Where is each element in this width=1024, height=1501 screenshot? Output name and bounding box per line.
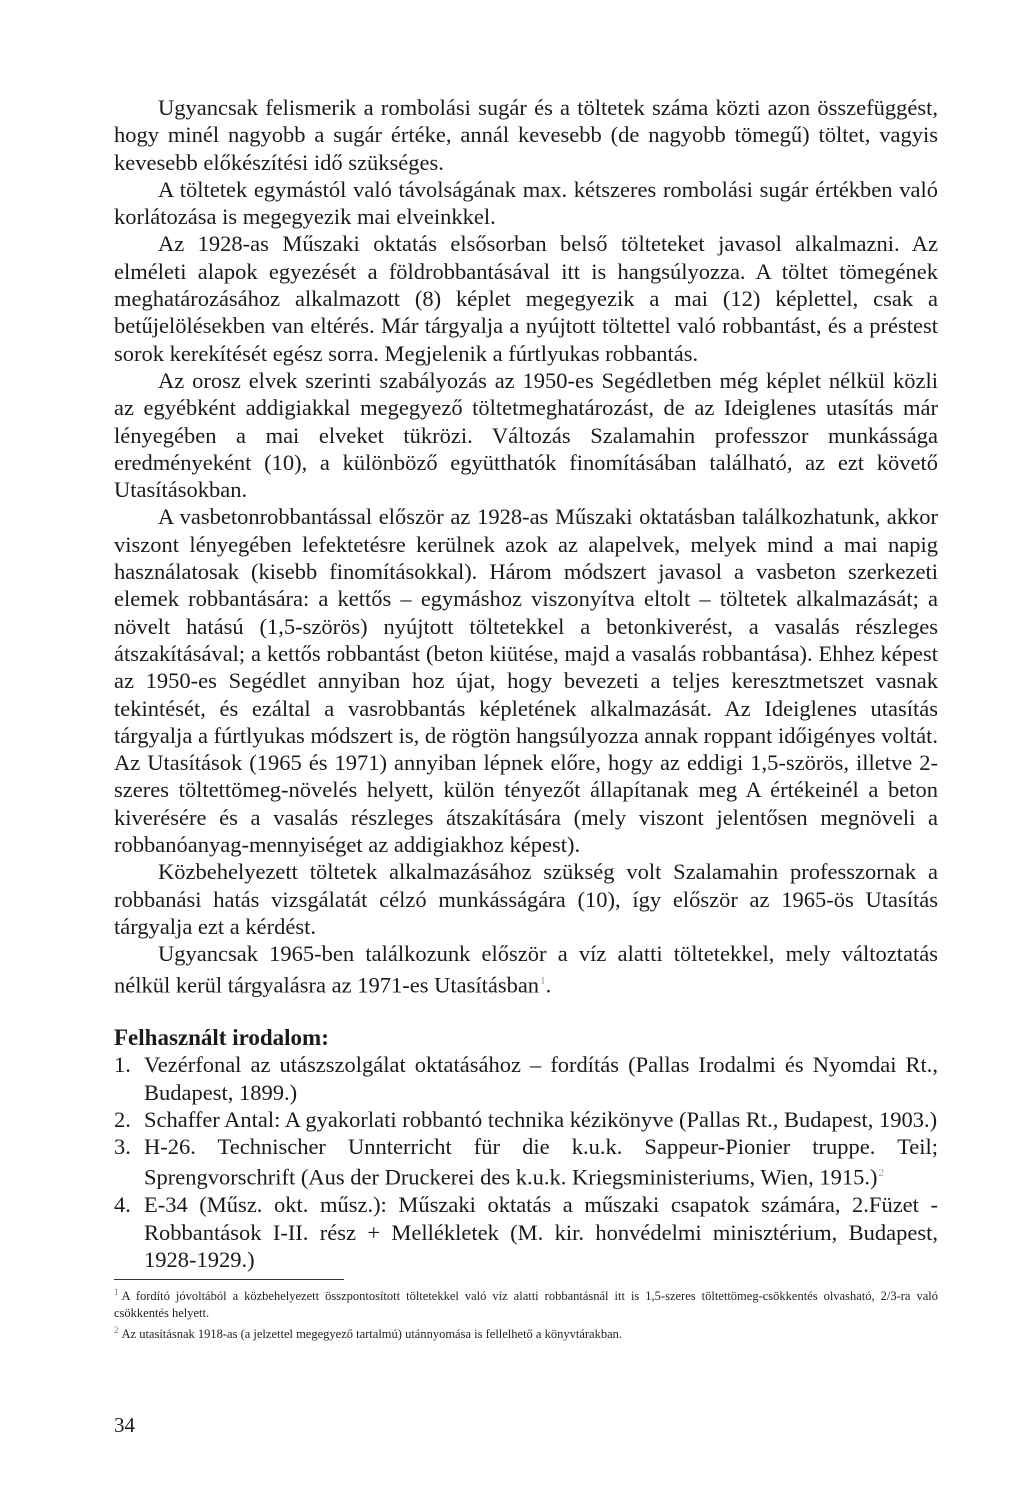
- body-paragraph-7-text: Ugyancsak 1965-ben találkozunk először a víz alatti töltetekkel, mely változtatás nélkül kerül tárgyalásra az 1971-es Utasításban: [114, 941, 938, 997]
- footnote-text: Az utasításnak 1918-as (a jelzettel megegyező tartalmú) utánnyomása is fellelhető a könyvtárakban.: [121, 1327, 623, 1342]
- reference-item: [114, 1191, 938, 1273]
- footnote-ref-1[interactable]: 1: [540, 974, 546, 987]
- body-paragraph-5: A vasbetonrobbantással először az 1928-as Műszaki oktatásban találkozhatunk, akkor viszont lényegében lefektetésre kerülnek azok az alapelvek, melyek mind a mai napig használatosak (kisebb finomításokkal). Három módszert javasol a vasbeton szerkezeti elemek robbantására: a kettős – egymáshoz viszonyítva eltolt – töltetek alkalmazását; a növelt hatású (1,5-szörös) nyújtott töltetekkel a betonkiverést, a vasalás részleges átszakításával; a kettős robbantást (beton kiütése, majd a vasalás robbantása). Ehhez képest az 1950-es Segédlet annyiban hoz újat, hogy bevezeti a teljes keresztmetszet vasnak tekintését, és ezáltal a vasrobbantás képletének alkalmazását. Az Ideiglenes utasítás tárgyalja a fúrtlyukas módszert is, de rögtön hangsúlyozza annak roppant időigényes voltát. Az Utasítások (1965 és 1971) annyiban lépnek előre, hogy az eddigi 1,5-szörös, illetve 2-szeres töltettömeg-növelés helyett, külön tényezőt állapítanak meg A értékeinél a beton kiverésére és a vasalás részleges átszakítására (mely viszont jelentősen megnöveli a robbanóanyag-mennyiséget az addigiakhoz képest).: [114, 504, 938, 858]
- footnote-1: [114, 1284, 938, 1322]
- reference-text: Vezérfonal az utászszolgálat oktatásához – fordítás (Pallas Irodalmi és Nyomdai Rt., Budapest, 1899.): [144, 1052, 938, 1105]
- footnote-2: [114, 1322, 938, 1343]
- body-paragraph-6: Közbehelyezett töltetek alkalmazásához szükség volt Szalamahin professzornak a robbanási hatás vizsgálatát célzó munkásságára (10), így először az 1965-ös Utasítás tárgyalja ezt a kérdést.: [114, 859, 938, 939]
- document-page: [114, 94, 938, 1343]
- references-heading: Felhasznált irodalom:: [114, 1025, 329, 1051]
- body-paragraph-1: Ugyancsak felismerik a rombolási sugár és a töltetek száma közti azon összefüggést, hogy minél nagyobb a sugár értéke, annál kevesebb (de nagyobb tömegű) töltet, vagyis kevesebb előkészítési idő szükséges.: [114, 95, 938, 175]
- reference-text: Schaffer Antal: A gyakorlati robbantó technika kézikönyve (Pallas Rt., Budapest, 1903.): [144, 1106, 938, 1132]
- body-paragraph-3: Az 1928-as Műszaki oktatás elsősorban belső tölteteket javasol alkalmazni. Az elméleti alapok egyezését a földrobbantásával itt is hangsúlyozza. A töltet tömegének meghatározásához alkalmazott (8) képlet megegyezik a mai (12) képlettel, csak a betűjelölésekben van eltérés. Már tárgyalja a nyújtott töltettel való robbantást, és a préstest sorok kerekítését egész sorra. Megjelenik a fúrtlyukas robbantás.: [114, 231, 938, 366]
- body-paragraph-4: Az orosz elvek szerinti szabályozás az 1950-es Segédletben még képlet nélkül közli az egyébként addigiakkal megegyező töltetmeghatározást, de az Ideiglenes utasítás már lényegében a mai elveket tükrözi. Változás Szalamahin professzor munkássága eredményeként (10), a különböző együtthatók finomításában található, az ezt követő Utasításokban.: [114, 367, 938, 503]
- body-paragraph-2: A töltetek egymástól való távolságának max. kétszeres rombolási sugár értékben való korlátozása is megegyezik mai elveinkkel.: [114, 176, 938, 230]
- footnotes: [114, 1284, 938, 1343]
- footnote-ref-2[interactable]: 2: [878, 1167, 885, 1180]
- reference-text: E-34 (Műsz. okt. műsz.): Műszaki oktatás a műszaki csapatok számára, 2.Füzet - Robbantások I-II. rész + Mellékletek (M. kir. honvédelmi minisztérium, Budapest, 1928-1929.): [144, 1192, 938, 1272]
- reference-text: H-26. Technischer Unnterricht für die k.u.k. Sappeur-Pionier truppe. Teil; Sprengvorschrift (Aus der Druckerei des k.u.k. Kriegsministeriums, Wien, 1915.): [144, 1134, 938, 1190]
- reference-number: 2.: [114, 1106, 131, 1132]
- footnote-mark: 1: [114, 1287, 119, 1298]
- reference-number: 1.: [114, 1052, 131, 1078]
- footnote-mark: 2: [114, 1325, 119, 1336]
- footnote-divider: [114, 1279, 344, 1280]
- body-paragraph-7: Ugyancsak 1965-ben találkozunk először a víz alatti töltetekkel, mely változtatás nélkül kerül tárgyalásra az 1971-es Utasításban$^1$.: [114, 941, 938, 997]
- reference-item: [114, 1133, 938, 1191]
- footnote-text: A fordító jóvoltából a közbehelyezett összpontosított töltetekkel való víz alatti robbantásnál itt is 1,5-szeres töltettömeg-csökkentés olvasható, 2/3-ra való csökkentés helyett.: [114, 1289, 938, 1321]
- reference-number: 4.: [114, 1192, 131, 1218]
- reference-item: [114, 1051, 938, 1106]
- page-number: 34: [114, 1413, 135, 1437]
- references-list: [114, 1051, 938, 1273]
- reference-item: [114, 1106, 938, 1133]
- reference-number: 3.: [114, 1134, 131, 1160]
